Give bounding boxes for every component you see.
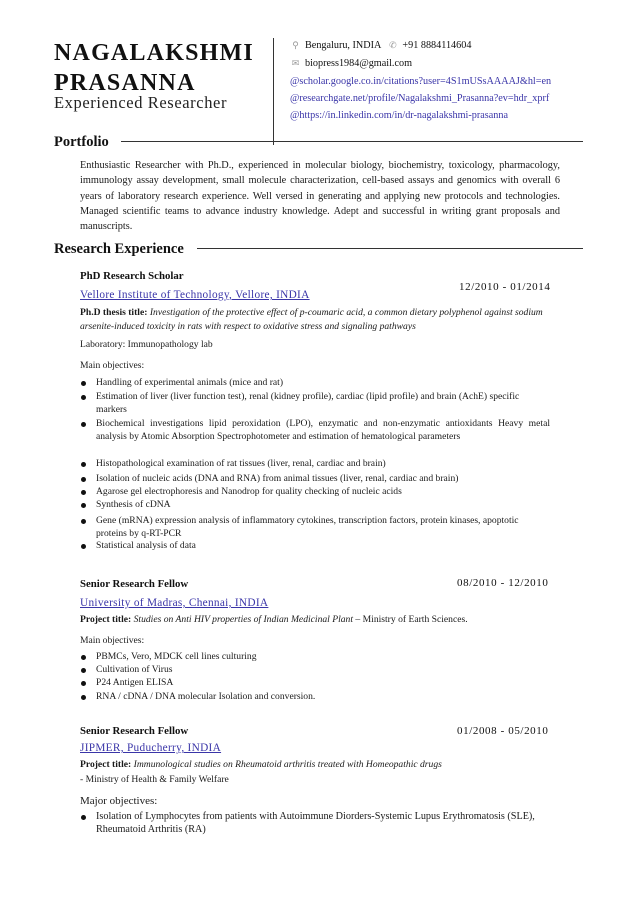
- bullet-icon: [81, 695, 86, 700]
- thesis-title: Ph.D thesis title: Investigation of the protective effect of p-coumaric acid, a common dietary polyphenol against sodium arsenite-induced toxicity in rats with respect to oxidative stress and signaling pathways: [80, 307, 543, 332]
- experience-rule: [197, 248, 583, 249]
- bullet-icon: [81, 668, 86, 673]
- bullet-icon: [81, 519, 86, 524]
- list-item: Agarose gel electrophoresis and Nanodrop for quality checking of nucleic acids: [80, 485, 550, 498]
- job-date: 01/2008 - 05/2010: [457, 725, 549, 737]
- name-line-2: PRASANNA: [54, 70, 196, 96]
- bullet-icon: [81, 490, 86, 495]
- bullet-icon: [81, 462, 86, 467]
- job-organization-link[interactable]: JIPMER, Puducherry, INDIA: [80, 742, 222, 754]
- objectives-label: Main objectives:: [80, 360, 145, 371]
- list-item: PBMCs, Vero, MDCK cell lines culturing: [80, 650, 550, 663]
- location-text: Bengaluru, INDIA: [305, 40, 381, 51]
- envelope-icon: ✉: [291, 58, 300, 68]
- thesis-text: Investigation of the protective effect of p-coumaric acid, a common dietary polyphenol against sodium arsenite-induced toxicity in rats with respect to oxidative stress and signaling pathways: [80, 307, 543, 332]
- bullet-icon: [81, 503, 86, 508]
- list-item: Histopathological examination of rat tissues (liver, renal, cardiac and brain): [80, 457, 550, 470]
- list-item: Gene (mRNA) expression analysis of inflammatory cytokines, transcription factors, protein kinases, apoptotic proteins by q-RT-PCR: [80, 514, 550, 541]
- portfolio-heading: Portfolio: [54, 134, 109, 150]
- list-item: Isolation of nucleic acids (DNA and RNA) from animal tissues (liver, renal, cardiac and brain): [80, 472, 550, 485]
- bullet-icon: [81, 655, 86, 660]
- laboratory-text: Laboratory: Immunopathology lab: [80, 339, 213, 350]
- job-title: Senior Research Fellow: [80, 578, 189, 590]
- bullet-icon: [81, 681, 86, 686]
- list-item: Isolation of Lymphocytes from patients with Autoimmune Diorders-Systemic Lupus Erythromatosis (SLE), Rheumatoid Arthritis (RA): [80, 810, 580, 837]
- job-title: Senior Research Fellow: [80, 725, 189, 737]
- job-date: 08/2010 - 12/2010: [457, 577, 549, 589]
- google-scholar-link[interactable]: @scholar.google.co.in/citations?user=4S1mUSsAAAAJ&hl=en: [290, 76, 552, 87]
- experience-heading: Research Experience: [54, 241, 184, 257]
- project-label: Project title: [80, 614, 129, 625]
- location-phone-row: [290, 40, 471, 51]
- phone-icon: ✆: [389, 40, 397, 50]
- list-item: Estimation of liver (liver function test), renal (kidney profile), cardiac (lipid profile) and brain (AchE) specific markers: [80, 390, 550, 417]
- objectives-label: Main objectives:: [80, 635, 145, 646]
- project-ministry: - Ministry of Health & Family Welfare: [80, 774, 229, 785]
- project-ministry: – Ministry of Earth Sciences.: [353, 614, 468, 625]
- job-date: 12/2010 - 01/2014: [459, 281, 551, 293]
- list-item: P24 Antigen ELISA: [80, 676, 550, 689]
- list-item: Handling of experimental animals (mice and rat): [80, 376, 550, 389]
- job-organization-link[interactable]: University of Madras, Chennai, INDIA: [80, 597, 269, 609]
- portfolio-rule: [121, 141, 583, 142]
- list-item: Biochemical investigations lipid peroxidation (LPO), enzymatic and non-enzymatic antioxidants Heavy metal analysis by Atomic Absorption Spectrophotometer and estimation of hematological parameters: [80, 417, 550, 444]
- project-label: Project title:: [80, 759, 132, 770]
- linkedin-link[interactable]: @https://in.linkedin.com/in/dr-nagalakshmi-prasanna: [290, 110, 508, 121]
- email-text[interactable]: biopress1984@gmail.com: [305, 58, 412, 69]
- objectives-label: Major objectives:: [80, 795, 158, 807]
- bullet-icon: [81, 395, 86, 400]
- portfolio-summary: Enthusiastic Researcher with Ph.D., experienced in molecular biology, biochemistry, toxicology, pharmacology, immunology assay development, small molecule characterization, cell-based assays and genomics with overall 6 years of laboratory research experience. Well versed in generating and applying new protocols and technologies. Managed scientific teams to advance industry knowledge. Adept and successful in writing grant proposals and manuscripts.: [80, 160, 560, 233]
- bullet-icon: [81, 477, 86, 482]
- phone-text: +91 8884114604: [402, 40, 472, 51]
- bullet-icon: [81, 815, 86, 820]
- project-text: Immunological studies on Rheumatoid arthritis treated with Homeopathic drugs: [133, 759, 442, 770]
- project-title: Project title: Studies on Anti HIV properties of Indian Medicinal Plant – Ministry of Earth Sciences.: [80, 614, 468, 625]
- list-item: Statistical analysis of data: [80, 539, 550, 552]
- email-row: [290, 58, 412, 69]
- bullet-icon: [81, 544, 86, 549]
- thesis-label: Ph.D thesis title: [80, 307, 145, 318]
- list-item: RNA / cDNA / DNA molecular Isolation and conversion.: [80, 690, 550, 703]
- job-organization-link[interactable]: Vellore Institute of Technology, Vellore, INDIA: [80, 289, 310, 301]
- header-divider: [273, 38, 274, 145]
- project-text: Studies on Anti HIV properties of Indian Medicinal Plant: [133, 614, 354, 625]
- bullet-icon: [81, 381, 86, 386]
- researchgate-link[interactable]: @researchgate.net/profile/Nagalakshmi_Prasanna?ev=hdr_xprf: [290, 93, 550, 104]
- project-title: [80, 758, 565, 772]
- list-item: Cultivation of Virus: [80, 663, 550, 676]
- job-title: PhD Research Scholar: [80, 270, 184, 282]
- headline-subtitle: Experienced Researcher: [54, 93, 228, 112]
- name-line-1: NAGALAKSHMI: [54, 40, 254, 66]
- bullet-icon: [81, 422, 86, 427]
- map-pin-icon: ⚲: [292, 40, 299, 50]
- list-item: Synthesis of cDNA: [80, 498, 550, 511]
